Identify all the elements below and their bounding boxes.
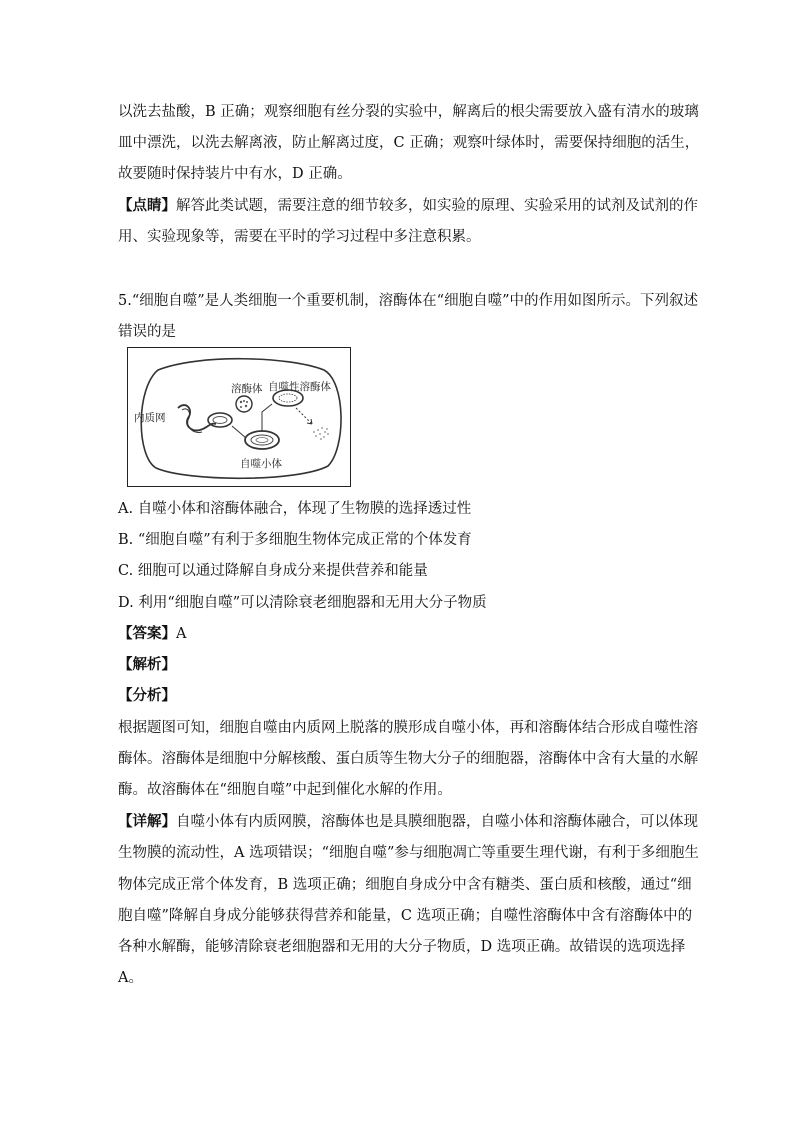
option-c: C. 细胞可以通过降解自身成分来提供营养和能量 <box>118 563 428 579</box>
autophagosome <box>245 431 279 449</box>
analysis-line: 酶。故溶酶体在“细胞自噬”中起到催化水解的作用。 <box>118 782 452 798</box>
text-line: 用、实验现象等，需要在平时的学习过程中多注意积累。 <box>118 229 481 245</box>
label-lysosome: 溶酶体 <box>231 383 263 395</box>
detail-label: 【详解】 <box>118 813 176 830</box>
option-a: A. 自噬小体和溶酶体融合，体现了生物膜的选择透过性 <box>118 501 472 517</box>
comment-paragraph <box>118 196 698 216</box>
answer-line <box>118 624 186 644</box>
text-line: 皿中漂洗，以洗去解离液，防止解离过度，C 正确；观察叶绿体时，需要保持细胞的活生， <box>118 135 700 151</box>
detail-line: 生物膜的流动性，A 选项错误；“细胞自噬”参与细胞凋亡等重要生理代谢，有利于多细胞生 <box>118 845 699 861</box>
label-autolysosome: 自噬性溶酶体 <box>268 381 331 393</box>
text-line: 故要随时保持装片中有水，D 正确。 <box>118 166 352 182</box>
detail-line: 物体完成正常个体发育，B 选项正确；细胞自身成分中含有糖类、蛋白质和核酸，通过“细 <box>118 877 692 893</box>
analysis-line: 根据题图可知，细胞自噬由内质网上脱落的膜形成自噬小体，再和溶酶体结合形成自噬性溶 <box>118 720 698 736</box>
detail-line: 各种水解酶，能够清除衰老细胞器和无用的大分子物质，D 选项正确。故错误的选项选择 <box>118 939 686 955</box>
comment-text: 解答此类试题，需要注意的细节较多，如实验的原理、实验采用的试剂及试剂的作 <box>176 198 698 214</box>
analysis-sub-label: 【分析】 <box>118 687 176 704</box>
analysis-label: 【解析】 <box>118 656 176 673</box>
answer-label: 【答案】 <box>118 625 176 642</box>
option-b: B. “细胞自噬”有利于多细胞生物体完成正常的个体发育 <box>118 532 472 548</box>
label-er: 内质网 <box>134 412 166 424</box>
analysis-line: 酶体。溶酶体是细胞中分解核酸、蛋白质等生物大分子的细胞器，溶酶体中含有大量的水解 <box>118 751 698 767</box>
answer-value: A <box>176 626 187 642</box>
detail-text: 自噬小体有内质网膜，溶酶体也是具膜细胞器，自噬小体和溶酶体融合，可以体现 <box>176 814 698 830</box>
autophagy-diagram <box>127 347 351 487</box>
degraded-products <box>313 427 329 440</box>
detail-line: 胞自噬”降解自身成分能够获得营养和能量，C 选项正确；自噬性溶酶体中含有溶酶体中的 <box>118 908 693 924</box>
detail-line: A。 <box>118 970 143 986</box>
question-stem: 错误的是 <box>118 324 176 340</box>
question-stem: 5.“细胞自噬”是人类细胞一个重要机制，溶酶体在“细胞自噬”中的作用如图所示。下列叙述 <box>118 293 698 309</box>
lysosome <box>236 396 252 412</box>
option-d: D. 利用“细胞自噬”可以清除衰老细胞器和无用大分子物质 <box>118 595 487 611</box>
label-autophagosome: 自噬小体 <box>240 458 282 470</box>
text-line: 以洗去盐酸，B 正确；观察细胞有丝分裂的实验中，解离后的根尖需要放入盛有清水的玻璃 <box>118 104 699 120</box>
comment-label: 【点睛】 <box>118 197 176 214</box>
forming-autophagosome <box>208 413 232 427</box>
detail-paragraph <box>118 812 698 832</box>
